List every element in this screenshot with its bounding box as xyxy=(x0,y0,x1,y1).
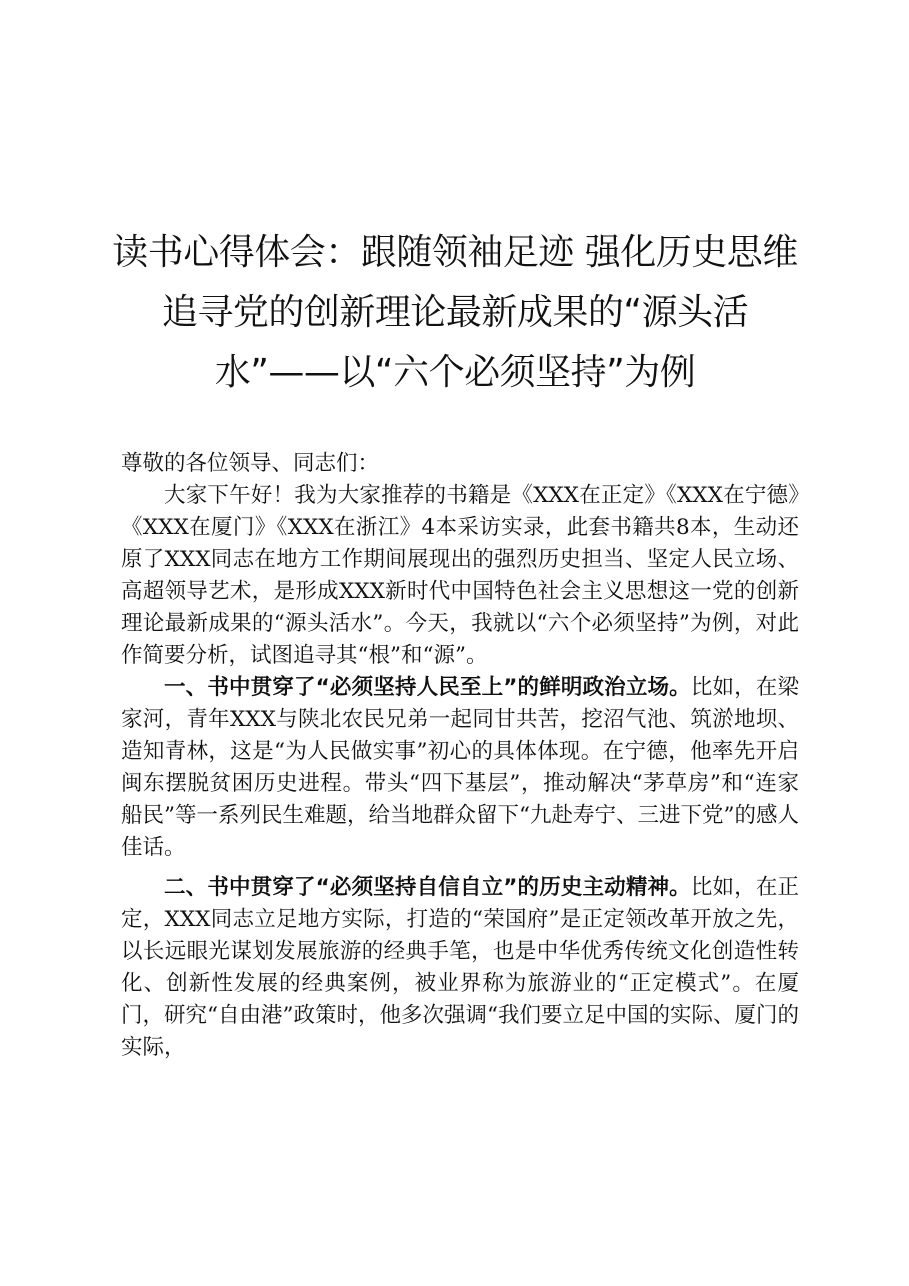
section-paragraph-2 xyxy=(121,872,799,1064)
intro-paragraph: 大家下午好！我为大家推荐的书籍是《XXX在正定》《XXX在宁德》《XXX在厦门》《XXX在浙江》4本采访实录，此套书籍共8本，生动还原了XXX同志在地方工作期间展现出的强烈历史担当、坚定人民立场、高超领导艺术，是形成XXX新时代中国特色社会主义思想这一党的创新理论最新成果的“源头活水”。今天，我就以“六个必须坚持”为例，对此作简要分析，试图追寻其“根”和“源”。 xyxy=(121,483,799,668)
document-title: 读书心得体会：跟随领袖足迹 强化历史思维 追寻党的创新理论最新成果的“源头活水”——以“六个必须坚持”为例 xyxy=(112,232,798,393)
section-text-2: 比如，在正定，XXX同志立足地方实际，打造的“荣国府”是正定领改革开放之先，以长远眼光谋划发展旅游的经典手笔，也是中华优秀传统文化创造性转化、创新性发展的经典案例，被业界称为旅游业的“正定模式”。在厦门，研究“自由港”政策时，他多次强调“我们要立足中国的实际、厦门的实际， xyxy=(121,875,799,1060)
section-paragraph-1 xyxy=(121,672,799,864)
section-text-1: 比如，在梁家河，青年XXX与陕北农民兄弟一起同甘共苦，挖沼气池、筑淤地坝、造知青林，这是“为人民做实事”初心的具体体现。在宁德，他率先开启闽东摆脱贫困历史进程。带头“四下基层”，推动解决“茅草房”和“连家船民”等一系列民生难题，给当地群众留下“九赴寿宁、三进下党”的感人佳话。 xyxy=(121,675,799,860)
document-body xyxy=(121,448,799,1064)
section-heading-1: 一、书中贯穿了“必须坚持人民至上”的鲜明政治立场。 xyxy=(164,675,691,700)
salutation: 尊敬的各位领导、同志们： xyxy=(121,451,380,476)
section-heading-2: 二、书中贯穿了“必须坚持自信自立”的历史主动精神。 xyxy=(164,875,691,900)
